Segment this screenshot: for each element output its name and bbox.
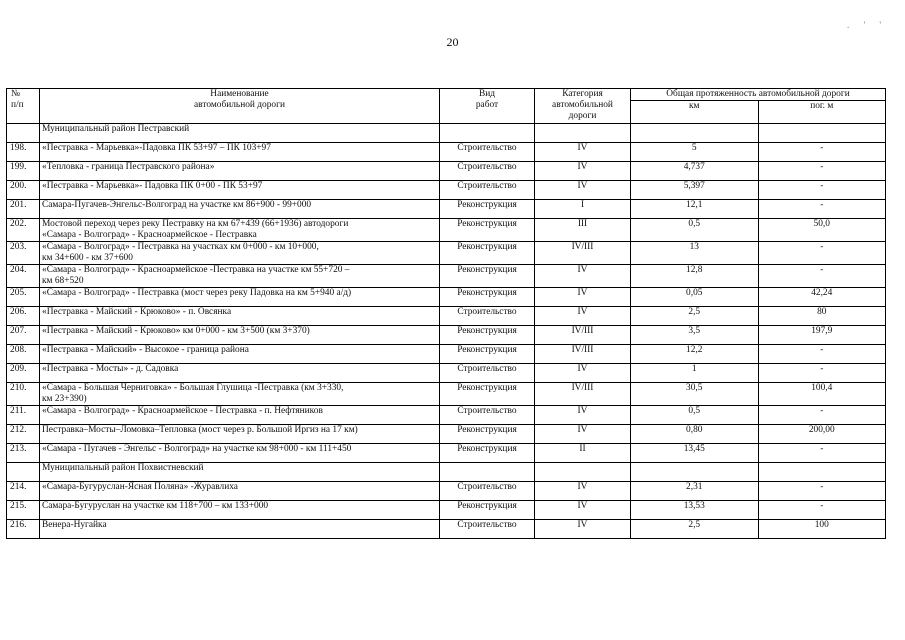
header-work-type: Вид работ	[440, 89, 535, 124]
road-category: IV	[535, 288, 631, 307]
row-number: 201.	[7, 200, 40, 219]
row-number: 205.	[7, 288, 40, 307]
road-name: «Пестравка - Марьевка»- Падовка ПК 0+00 - ПК 53+97	[40, 181, 440, 200]
table-row	[7, 200, 886, 219]
table-row	[7, 482, 886, 501]
row-number: 216.	[7, 520, 40, 539]
road-name: Самара-Бугуруслан на участке км 118+700 – км 133+000	[40, 501, 440, 520]
work-type: Реконструкция	[440, 326, 535, 345]
length-km: 13	[631, 242, 759, 265]
length-km: 0,80	[631, 425, 759, 444]
length-m: 50,0	[758, 219, 886, 242]
table-row	[7, 501, 886, 520]
table-row	[7, 383, 886, 406]
header-category: Категория автомобильной дороги	[535, 89, 631, 124]
length-km: 12,1	[631, 200, 759, 219]
length-m: 200,00	[758, 425, 886, 444]
length-km: 5	[631, 143, 759, 162]
header-name: Наименование автомобильной дороги	[40, 89, 440, 124]
road-name: Самара-Пугачев-Энгельс-Волгоград на участке км 86+900 - 99+000	[40, 200, 440, 219]
road-name: «Самара - Большая Черниговка» - Большая Глушица -Пестравка (км 3+330, км 23+390)	[40, 383, 440, 406]
road-name: «Тепловка - граница Пестравского района»	[40, 162, 440, 181]
length-m: -	[758, 444, 886, 463]
length-m: -	[758, 501, 886, 520]
road-name: «Самара - Пугачев - Энгельс - Волгоград» на участке км 98+000 - км 111+450	[40, 444, 440, 463]
road-name: «Самара - Волгоград» - Пестравка (мост через реку Падовка на км 5+940 а/д)	[40, 288, 440, 307]
row-number: 211.	[7, 406, 40, 425]
road-category: IV/III	[535, 345, 631, 364]
work-type: Строительство	[440, 181, 535, 200]
work-type: Строительство	[440, 520, 535, 539]
table-row	[7, 265, 886, 288]
work-type: Реконструкция	[440, 265, 535, 288]
table-row	[7, 307, 886, 326]
road-category: IV/III	[535, 242, 631, 265]
work-type: Строительство	[440, 406, 535, 425]
row-number: 199.	[7, 162, 40, 181]
road-name: «Пестравка - Майский» - Высокое - граница района	[40, 345, 440, 364]
road-name: «Самара - Волгоград» - Красноармейское - Пестравка - п. Нефтяников	[40, 406, 440, 425]
length-km: 2,5	[631, 520, 759, 539]
road-category: IV	[535, 143, 631, 162]
table-row	[7, 288, 886, 307]
table-row	[7, 406, 886, 425]
road-category: IV	[535, 425, 631, 444]
road-category: IV	[535, 265, 631, 288]
table-row	[7, 219, 886, 242]
length-m: 100	[758, 520, 886, 539]
road-category: IV	[535, 406, 631, 425]
length-m: -	[758, 143, 886, 162]
length-km: 2,31	[631, 482, 759, 501]
length-m: -	[758, 406, 886, 425]
row-number: 213.	[7, 444, 40, 463]
table-row	[7, 326, 886, 345]
table-row	[7, 143, 886, 162]
length-km: 1	[631, 364, 759, 383]
table-row	[7, 162, 886, 181]
road-name: «Самара - Волгоград» - Красноармейское -Пестравка на участке км 55+720 – км 68+520	[40, 265, 440, 288]
length-km: 13,53	[631, 501, 759, 520]
row-number: 210.	[7, 383, 40, 406]
work-type: Реконструкция	[440, 444, 535, 463]
length-m: 197,9	[758, 326, 886, 345]
road-category: I	[535, 200, 631, 219]
length-m: 80	[758, 307, 886, 326]
road-name: «Пестравка - Мосты» - д. Садовка	[40, 364, 440, 383]
road-category: IV	[535, 520, 631, 539]
work-type: Реконструкция	[440, 425, 535, 444]
row-number: 215.	[7, 501, 40, 520]
row-number: 202.	[7, 219, 40, 242]
district-row	[7, 124, 886, 143]
length-km: 13,45	[631, 444, 759, 463]
work-type: Реконструкция	[440, 383, 535, 406]
length-m: -	[758, 162, 886, 181]
row-number: 198.	[7, 143, 40, 162]
table-row	[7, 364, 886, 383]
empty-cell	[7, 463, 40, 482]
length-m: 100,4	[758, 383, 886, 406]
road-name: Пестравка–Мосты–Ломовка–Тепловка (мост через р. Большой Иргиз на 17 км)	[40, 425, 440, 444]
header-length-group: Общая протяженность автомобильной дороги	[631, 89, 886, 101]
table-row	[7, 242, 886, 265]
length-km: 0,05	[631, 288, 759, 307]
road-category: IV/III	[535, 326, 631, 345]
corner-marks: . ' '	[847, 20, 887, 30]
length-m: -	[758, 200, 886, 219]
page-number: 20	[446, 35, 459, 49]
header-km: км	[631, 101, 759, 124]
length-km: 3,5	[631, 326, 759, 345]
empty-cell	[758, 124, 886, 143]
road-category: IV	[535, 162, 631, 181]
work-type: Реконструкция	[440, 219, 535, 242]
road-category: IV	[535, 307, 631, 326]
district-row	[7, 463, 886, 482]
work-type: Строительство	[440, 364, 535, 383]
length-km: 4,737	[631, 162, 759, 181]
length-m: -	[758, 265, 886, 288]
header-num: № п/п	[7, 89, 40, 124]
work-type: Строительство	[440, 482, 535, 501]
row-number: 209.	[7, 364, 40, 383]
table-row	[7, 345, 886, 364]
road-category: III	[535, 219, 631, 242]
district-name: Муниципальный район Похвистневский	[40, 463, 440, 482]
work-type: Строительство	[440, 143, 535, 162]
row-number: 212.	[7, 425, 40, 444]
length-km: 12,8	[631, 265, 759, 288]
empty-cell	[535, 463, 631, 482]
length-km: 12,2	[631, 345, 759, 364]
road-category: IV/III	[535, 383, 631, 406]
road-name: Мостовой переход через реку Пестравку на км 67+439 (66+1936) автодороги «Самара - Волгоград» - Красноармейское - Пестравка	[40, 219, 440, 242]
road-category: IV	[535, 482, 631, 501]
length-m: -	[758, 482, 886, 501]
length-m: -	[758, 181, 886, 200]
length-km: 5,397	[631, 181, 759, 200]
row-number: 200.	[7, 181, 40, 200]
road-category: IV	[535, 364, 631, 383]
length-km: 2,5	[631, 307, 759, 326]
row-number: 204.	[7, 265, 40, 288]
table-header	[7, 89, 886, 124]
length-m: -	[758, 242, 886, 265]
work-type: Реконструкция	[440, 242, 535, 265]
length-m: -	[758, 364, 886, 383]
length-km: 0,5	[631, 406, 759, 425]
road-name: «Пестравка - Марьевка»-Падовка ПК 53+97 – ПК 103+97	[40, 143, 440, 162]
empty-cell	[535, 124, 631, 143]
work-type: Строительство	[440, 307, 535, 326]
empty-cell	[631, 463, 759, 482]
work-type: Реконструкция	[440, 200, 535, 219]
work-type: Реконструкция	[440, 345, 535, 364]
table-row	[7, 425, 886, 444]
table-row	[7, 444, 886, 463]
road-name: «Самара - Волгоград» - Пестравка на участках км 0+000 - км 10+000, км 34+600 - км 37+600	[40, 242, 440, 265]
empty-cell	[631, 124, 759, 143]
road-name: «Пестравка - Майский - Крюково» - п. Овсянка	[40, 307, 440, 326]
district-name: Муниципальный район Пестравский	[40, 124, 440, 143]
table-row	[7, 520, 886, 539]
length-m: -	[758, 345, 886, 364]
road-category: IV	[535, 181, 631, 200]
table-body	[7, 124, 886, 539]
road-category: II	[535, 444, 631, 463]
table-row	[7, 181, 886, 200]
row-number: 203.	[7, 242, 40, 265]
road-name: «Самара-Бугуруслан-Ясная Поляна» -Журавлиха	[40, 482, 440, 501]
work-type: Реконструкция	[440, 288, 535, 307]
row-number: 214.	[7, 482, 40, 501]
road-category: IV	[535, 501, 631, 520]
length-km: 30,5	[631, 383, 759, 406]
header-m: пог. м	[758, 101, 886, 124]
district-num-cell	[7, 124, 40, 143]
empty-cell	[440, 463, 535, 482]
row-number: 207.	[7, 326, 40, 345]
road-name: Венера-Нугайка	[40, 520, 440, 539]
work-type: Строительство	[440, 162, 535, 181]
work-type: Реконструкция	[440, 501, 535, 520]
roads-table	[6, 88, 886, 539]
empty-cell	[440, 124, 535, 143]
length-km: 0,5	[631, 219, 759, 242]
row-number: 206.	[7, 307, 40, 326]
empty-cell	[758, 463, 886, 482]
length-m: 42,24	[758, 288, 886, 307]
row-number: 208.	[7, 345, 40, 364]
road-name: «Пестравка - Майский - Крюково» км 0+000 - км 3+500 (км 3+370)	[40, 326, 440, 345]
